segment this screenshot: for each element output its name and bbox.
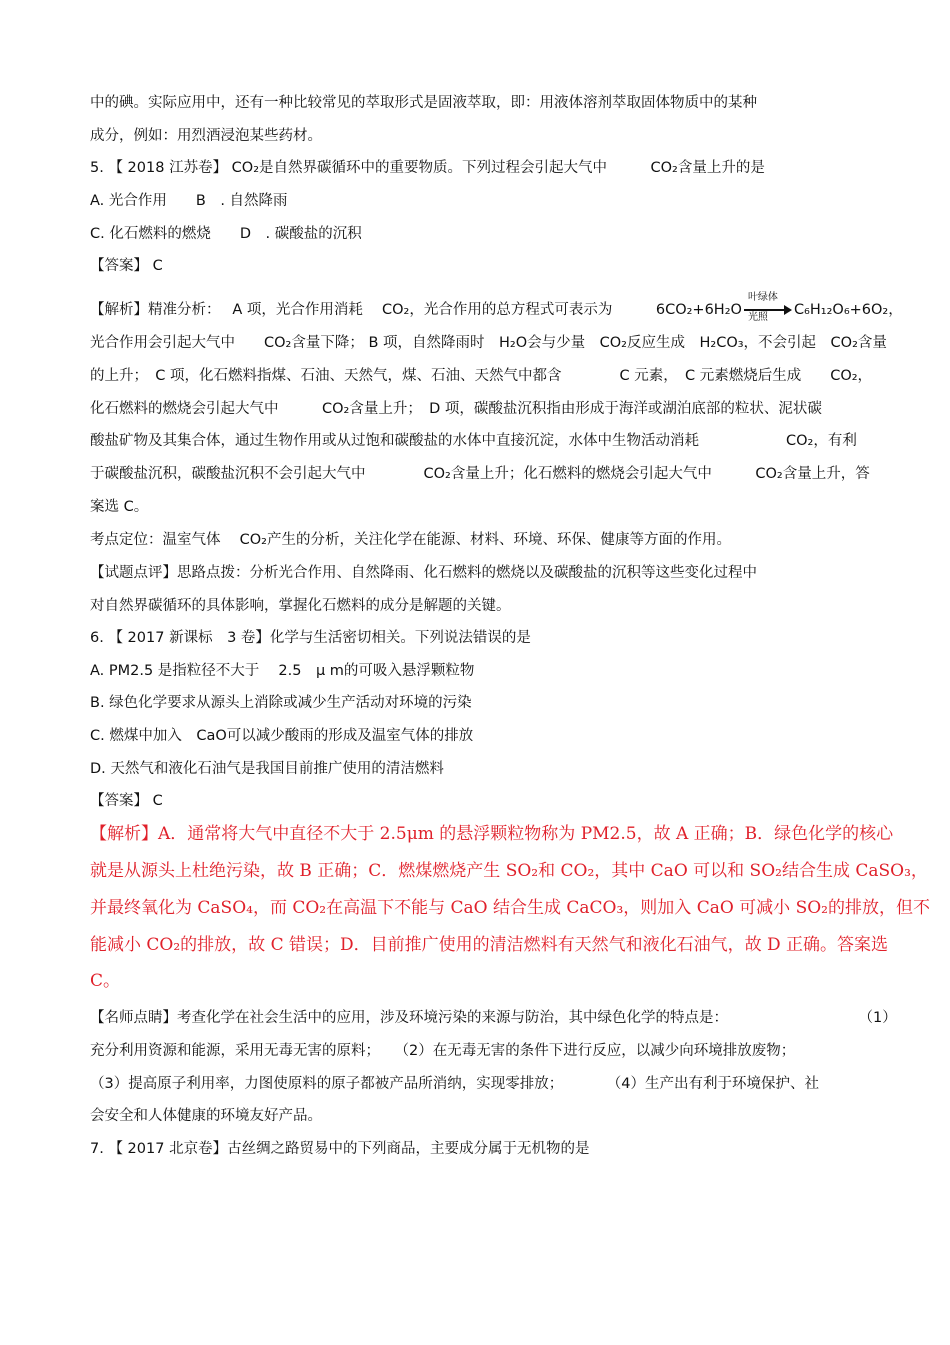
analysis-line: 的上升； C 项，化石燃料指煤、石油、天然气，煤、石油、天然气中都含 C 元素， C 元素燃烧后生成 CO₂， bbox=[90, 368, 873, 384]
reaction-arrow bbox=[744, 292, 792, 323]
reaction-condition-bottom: 光照 bbox=[747, 312, 768, 323]
question-5-options-ab: A. 光合作用 B . 自然降雨 bbox=[90, 193, 288, 209]
red-analysis-line: 就是从源头上杜绝污染，故 B 正确；C．燃煤燃烧产生 SO₂和 CO₂，其中 CaO 可以和 SO₂结合生成 CaSO₃， bbox=[90, 861, 928, 881]
red-analysis-line: C。 bbox=[90, 971, 121, 991]
analysis-line: 酸盐矿物及其集合体，通过生物作用或从过饱和碳酸盐的水体中直接沉淀，水体中生物活动消耗 CO₂，有利 bbox=[90, 433, 857, 449]
red-analysis-line: 【解析】A．通常将大气中直径不大于 2.5μm 的悬浮颗粒物称为 PM2.5，故 A 正确；B．绿色化学的核心 bbox=[90, 824, 894, 844]
comment-line: 【试题点评】思路点拨：分析光合作用、自然降雨、化石燃料的燃烧以及碳酸盐的沉积等这些变化过程中 bbox=[90, 565, 757, 581]
question-5-analysis-first-line bbox=[90, 292, 903, 323]
teacher-comment-line: （3）提高原子利用率，力图使原料的原子都被产品所消纳，实现零排放； （4）生产出有利于环境保护、社 bbox=[90, 1076, 819, 1092]
question-6-option-b: B. 绿色化学要求从源头上消除或减少生产活动对环境的污染 bbox=[90, 695, 472, 711]
analysis-line: 化石燃料的燃烧会引起大气中 CO₂含量上升； D 项，碳酸盐沉积指由形成于海洋或湖泊底部的粒状、泥状碳 bbox=[90, 401, 822, 417]
analysis-line: 光合作用会引起大气中 CO₂含量下降； B 项，自然降雨时 H₂O会与少量 CO₂反应生成 H₂CO₃，不会引起 CO₂含量 bbox=[90, 335, 887, 351]
analysis-prefix: 【解析】精准分析： A 项，光合作用消耗 CO₂，光合作用的总方程式可表示为 6CO₂+6H₂O bbox=[90, 302, 742, 318]
reaction-condition-top: 叶绿体 bbox=[747, 292, 778, 303]
question-5-options-cd: C. 化石燃料的燃烧 D . 碳酸盐的沉积 bbox=[90, 226, 362, 242]
teacher-comment-line: 【名师点睛】考查化学在社会生活中的应用，涉及环境污染的来源与防治，其中绿色化学的特点是： （1） bbox=[90, 1010, 897, 1026]
question-6-stem: 6. 【 2017 新课标 3 卷】化学与生活密切相关。下列说法错误的是 bbox=[90, 630, 531, 646]
key-point-line: 考点定位：温室气体 CO₂产生的分析，关注化学在能源、材料、环境、环保、健康等方面的作用。 bbox=[90, 532, 731, 548]
analysis-suffix: C₆H₁₂O₆+6O₂， bbox=[793, 302, 903, 318]
analysis-line: 于碳酸盐沉积，碳酸盐沉积不会引起大气中 CO₂含量上升；化石燃料的燃烧会引起大气中 CO₂含量上升，答 bbox=[90, 466, 870, 482]
question-7-stem: 7. 【 2017 北京卷】古丝绸之路贸易中的下列商品，主要成分属于无机物的是 bbox=[90, 1141, 590, 1157]
question-6-option-a: A. PM2.5 是指粒径不大于 2.5 μ m的可吸入悬浮颗粒物 bbox=[90, 663, 475, 679]
question-6-option-c: C. 燃煤中加入 CaO可以减少酸雨的形成及温室气体的排放 bbox=[90, 728, 474, 744]
red-analysis-line: 并最终氧化为 CaSO₄，而 CO₂在高温下不能与 CaO 结合生成 CaCO₃，则加入 CaO 可减小 SO₂的排放，但不 bbox=[90, 898, 930, 918]
text-line: 中的碘。实际应用中，还有一种比较常见的萃取形式是固液萃取，即：用液体溶剂萃取固体物质中的某种 bbox=[90, 95, 757, 111]
question-5-stem: 5. 【 2018 江苏卷】 CO₂是自然界碳循环中的重要物质。下列过程会引起大气中 CO₂含量上升的是 bbox=[90, 160, 765, 176]
teacher-comment-line: 充分利用资源和能源，采用无毒无害的原料； （2）在无毒无害的条件下进行反应，以减少向环境排放废物； bbox=[90, 1043, 796, 1059]
text-line: 成分，例如：用烈酒浸泡某些药材。 bbox=[90, 128, 322, 144]
teacher-comment-line: 会安全和人体健康的环境友好产品。 bbox=[90, 1108, 322, 1124]
red-analysis-line: 能减小 CO₂的排放，故 C 错误；D．目前推广使用的清洁燃料有天然气和液化石油气，故 D 正确。答案选 bbox=[90, 935, 889, 955]
analysis-line: 案选 C。 bbox=[90, 499, 149, 515]
question-6-answer: 【答案】 C bbox=[90, 793, 163, 809]
question-5-answer: 【答案】 C bbox=[90, 258, 163, 274]
comment-line: 对自然界碳循环的具体影响，掌握化石燃料的成分是解题的关键。 bbox=[90, 598, 511, 614]
question-6-option-d: D. 天然气和液化石油气是我国目前推广使用的清洁燃料 bbox=[90, 761, 444, 777]
